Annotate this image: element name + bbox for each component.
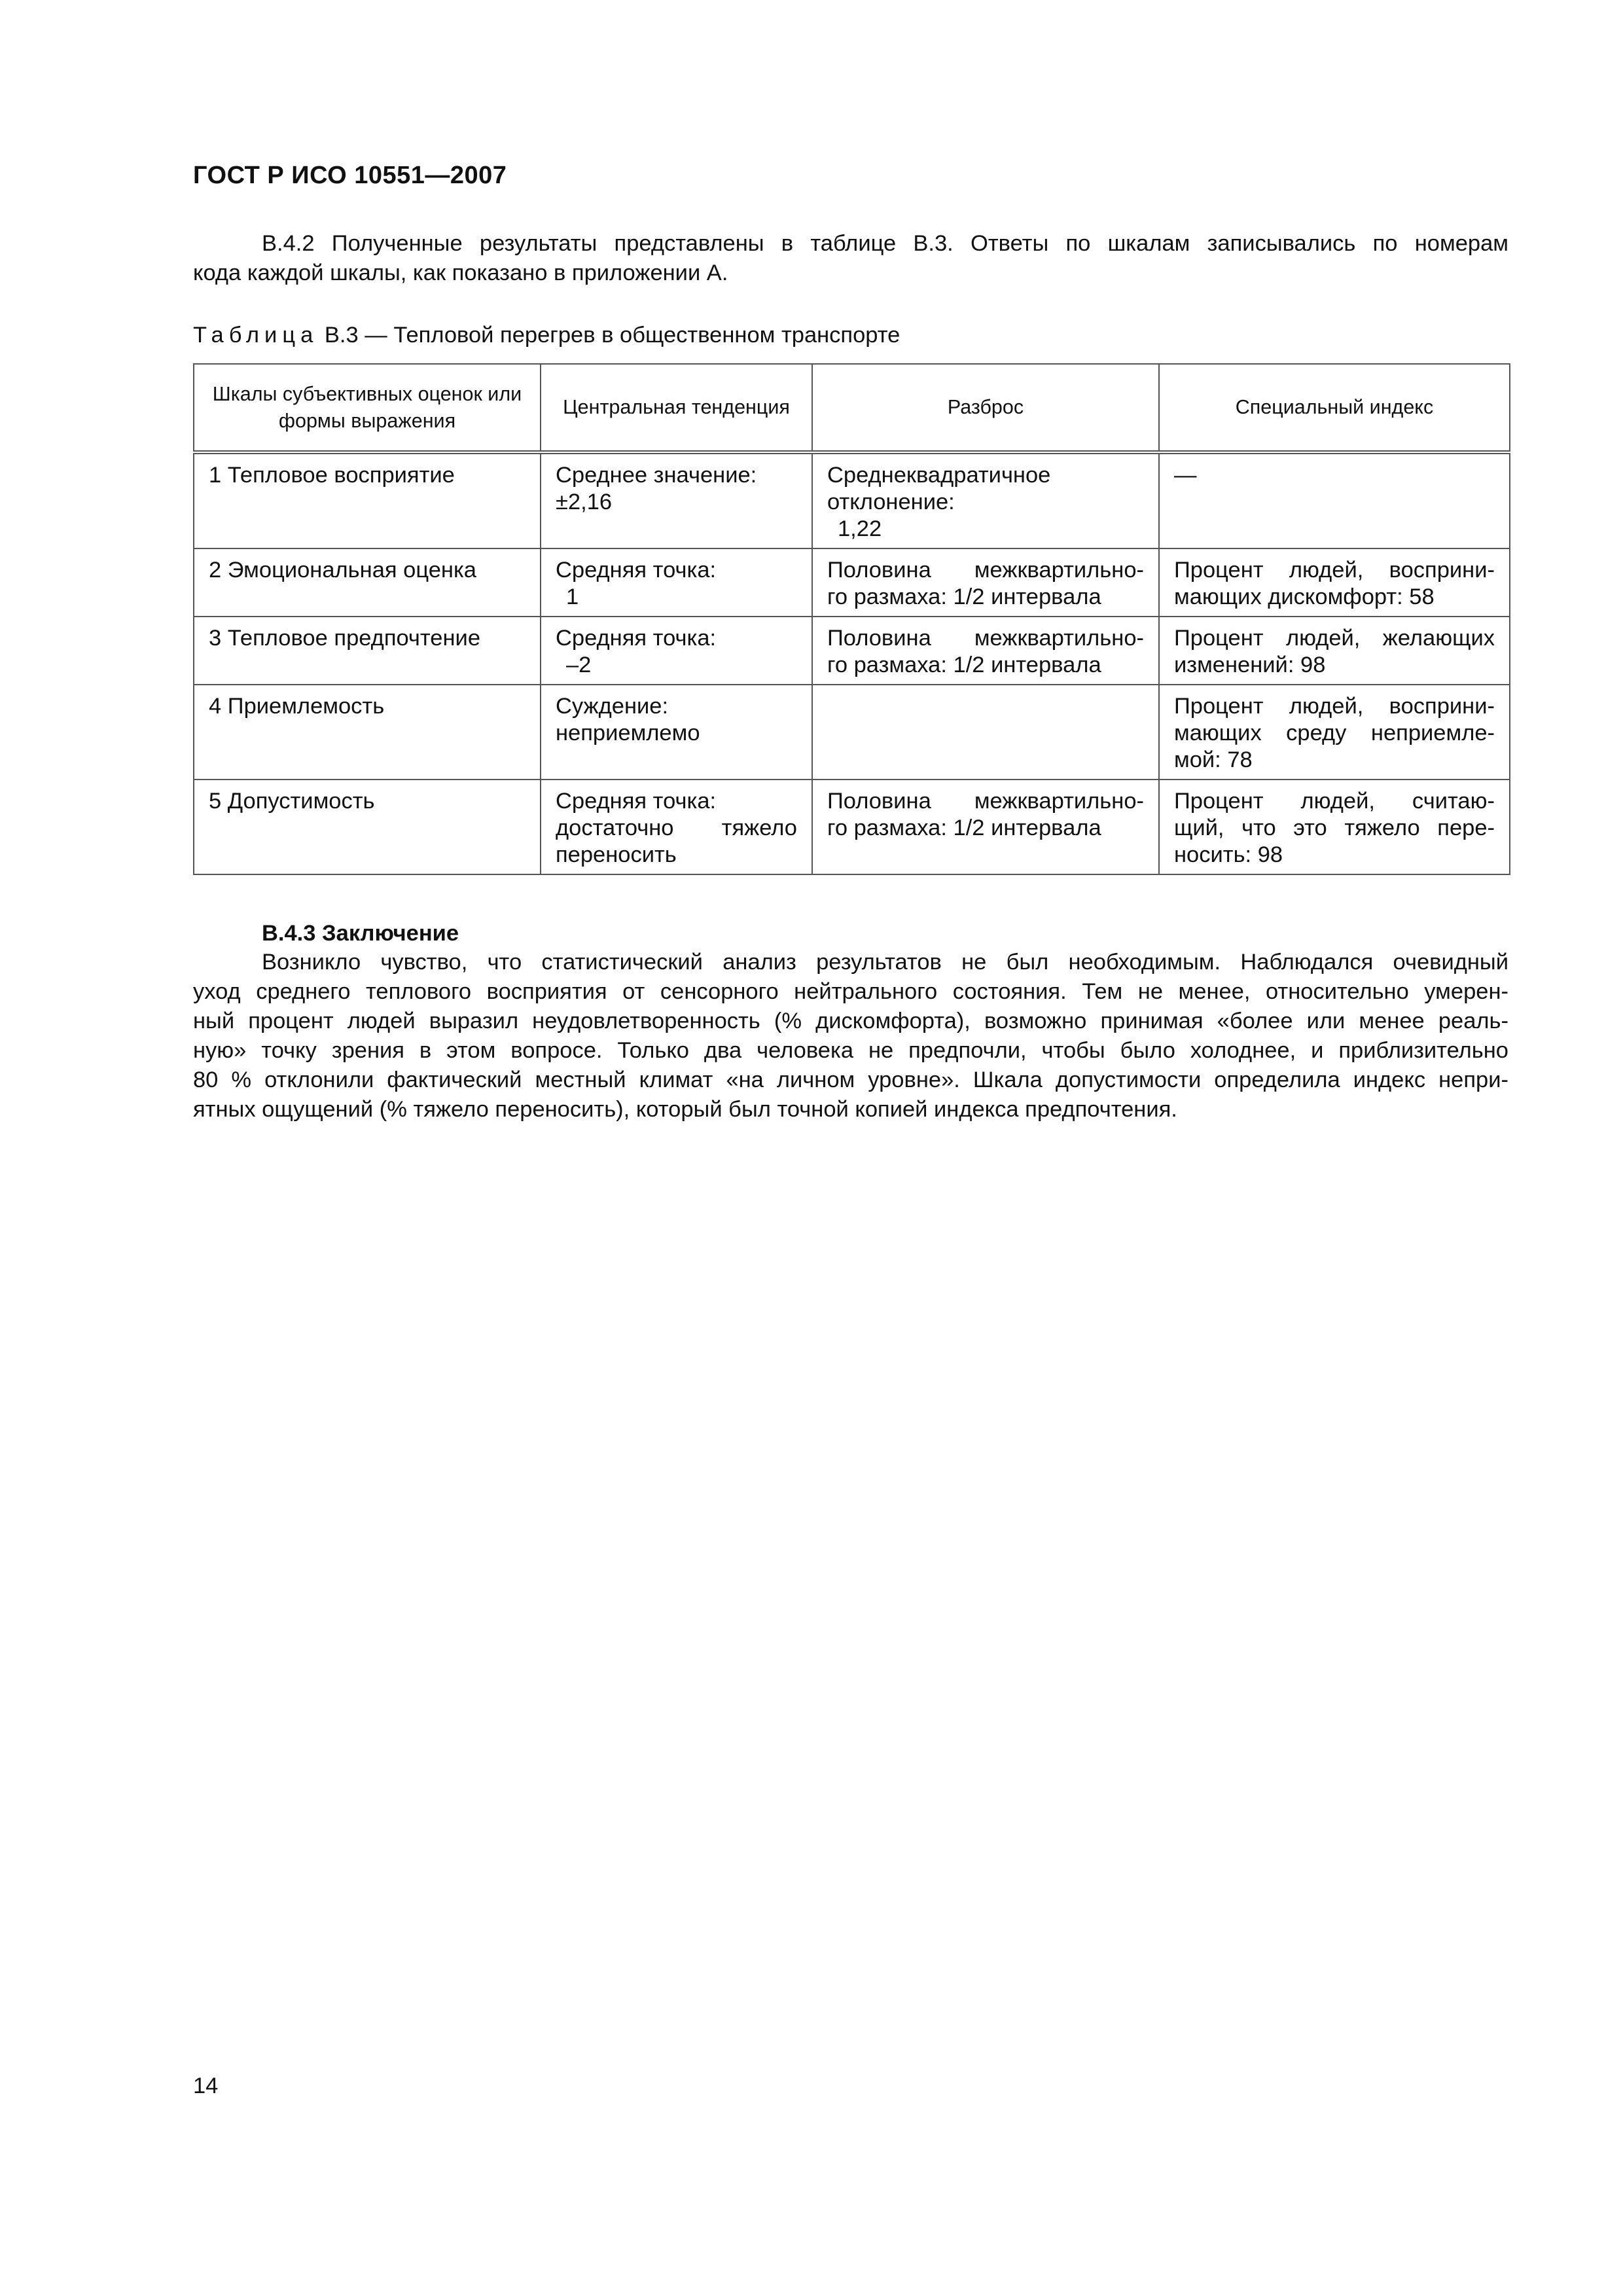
table-row: [194, 548, 1510, 617]
cell-line: Средняя точка:: [556, 558, 717, 583]
cell-line: Средняя точка:: [556, 626, 717, 651]
cell-line: Среднее значение:: [556, 463, 757, 488]
cell-line: мающих дискомфорт: 58: [1174, 584, 1435, 609]
cell-index: [1159, 780, 1510, 874]
conclusion-line: 80 % отклонили фактический местный климат «на личном уровне». Шкала допустимости определила индекс непри-: [193, 1067, 1508, 1092]
conclusion-line: Возникло чувство, что статистический анализ результатов не был необходимым. Наблюдался очевидный: [262, 950, 1508, 975]
cell-line: щий, что это тяжело пере-: [1174, 816, 1495, 840]
cell-scale: 1 Тепловое восприятие: [194, 452, 541, 548]
intro-line: кода каждой шкалы, как показано в приложении А.: [193, 260, 728, 285]
cell-line: Процент людей, считаю-: [1174, 789, 1495, 814]
cell-scale: 4 Приемлемость: [194, 685, 541, 780]
cell-line: Половина межквартильно-: [827, 626, 1144, 651]
cell-line: неприемлемо: [556, 721, 700, 745]
cell-index: [1159, 685, 1510, 780]
page-number: 14: [193, 2073, 219, 2098]
cell-index: [1159, 452, 1510, 548]
cell-index: [1159, 548, 1510, 617]
cell-line: Среднеквадратичное: [827, 463, 1051, 488]
cell-line: го размаха: 1/2 интервала: [827, 653, 1101, 677]
cell-line: носить: 98: [1174, 842, 1283, 867]
cell-line: Суждение:: [556, 694, 669, 719]
cell-line: 1: [566, 584, 579, 609]
table-caption-text: В.3 — Тепловой перегрев в общественном транспорте: [318, 323, 901, 348]
cell-index: [1159, 617, 1510, 685]
cell-spread: [812, 617, 1159, 685]
cell-central: [541, 617, 812, 685]
cell-central: [541, 548, 812, 617]
cell-line: переносить: [556, 842, 677, 867]
table-row: [194, 452, 1510, 548]
table-caption-label: Таблица: [193, 323, 319, 348]
cell-line: Процент людей, желающих: [1174, 626, 1495, 651]
conclusion-line: ную» точку зрения в этом вопросе. Только два человека не предпочли, чтобы было холоднее, и приблизительно: [193, 1038, 1508, 1063]
cell-central: [541, 685, 812, 780]
cell-line: –2: [566, 653, 592, 677]
conclusion-line: ятных ощущений (% тяжело переносить), который был точной копией индекса предпочтения.: [193, 1097, 1177, 1122]
conclusion-line: ный процент людей выразил неудовлетворенность (% дискомфорта), возможно принимая «более или менее реаль-: [193, 1009, 1508, 1033]
cell-line: 1,22: [838, 516, 882, 541]
conclusion-title: В.4.3 Заключение: [262, 921, 459, 946]
cell-line: изменений: 98: [1174, 653, 1326, 677]
cell-spread: [812, 548, 1159, 617]
cell-line: Половина межквартильно-: [827, 558, 1144, 583]
table-row: [194, 617, 1510, 685]
cell-line: мой: 78: [1174, 747, 1253, 772]
cell-line: отклонение:: [827, 490, 955, 514]
cell-spread: [812, 685, 1159, 780]
cell-line: достаточно тяжело: [556, 816, 797, 840]
conclusion-paragraph: [193, 948, 1508, 1124]
table-row: [194, 780, 1510, 874]
cell-line: Половина межквартильно-: [827, 789, 1144, 814]
cell-scale: 3 Тепловое предпочтение: [194, 617, 541, 685]
table-caption: [193, 321, 900, 350]
cell-central: [541, 452, 812, 548]
header-spread: Разброс: [812, 364, 1159, 452]
cell-scale: 2 Эмоциональная оценка: [194, 548, 541, 617]
intro-paragraph: [193, 229, 1508, 288]
cell-line: го размаха: 1/2 интервала: [827, 584, 1101, 609]
header-scale: Шкалы субъективных оценок или формы выражения: [194, 364, 541, 452]
cell-scale: 5 Допустимость: [194, 780, 541, 874]
cell-spread: [812, 452, 1159, 548]
conclusion-line: уход среднего теплового восприятия от сенсорного нейтрального состояния. Тем не менее, относительно умерен-: [193, 979, 1508, 1004]
cell-line: ±2,16: [556, 490, 613, 514]
cell-line: Средняя точка:: [556, 789, 717, 814]
results-table: [193, 363, 1510, 875]
cell-line: го размаха: 1/2 интервала: [827, 816, 1101, 840]
cell-line: Процент людей, восприни-: [1174, 558, 1495, 583]
header-index: Специальный индекс: [1159, 364, 1510, 452]
table-row: [194, 685, 1510, 780]
cell-line: —: [1174, 463, 1197, 488]
cell-central: [541, 780, 812, 874]
cell-line: Процент людей, восприни-: [1174, 694, 1495, 719]
cell-line: мающих среду неприемле-: [1174, 721, 1495, 745]
document-header: ГОСТ Р ИСО 10551—2007: [193, 162, 507, 189]
cell-spread: [812, 780, 1159, 874]
header-central: Центральная тенденция: [541, 364, 812, 452]
table-header-row: [194, 364, 1510, 452]
intro-line: В.4.2 Полученные результаты представлены в таблице В.3. Ответы по шкалам записывались по номерам: [262, 231, 1508, 256]
